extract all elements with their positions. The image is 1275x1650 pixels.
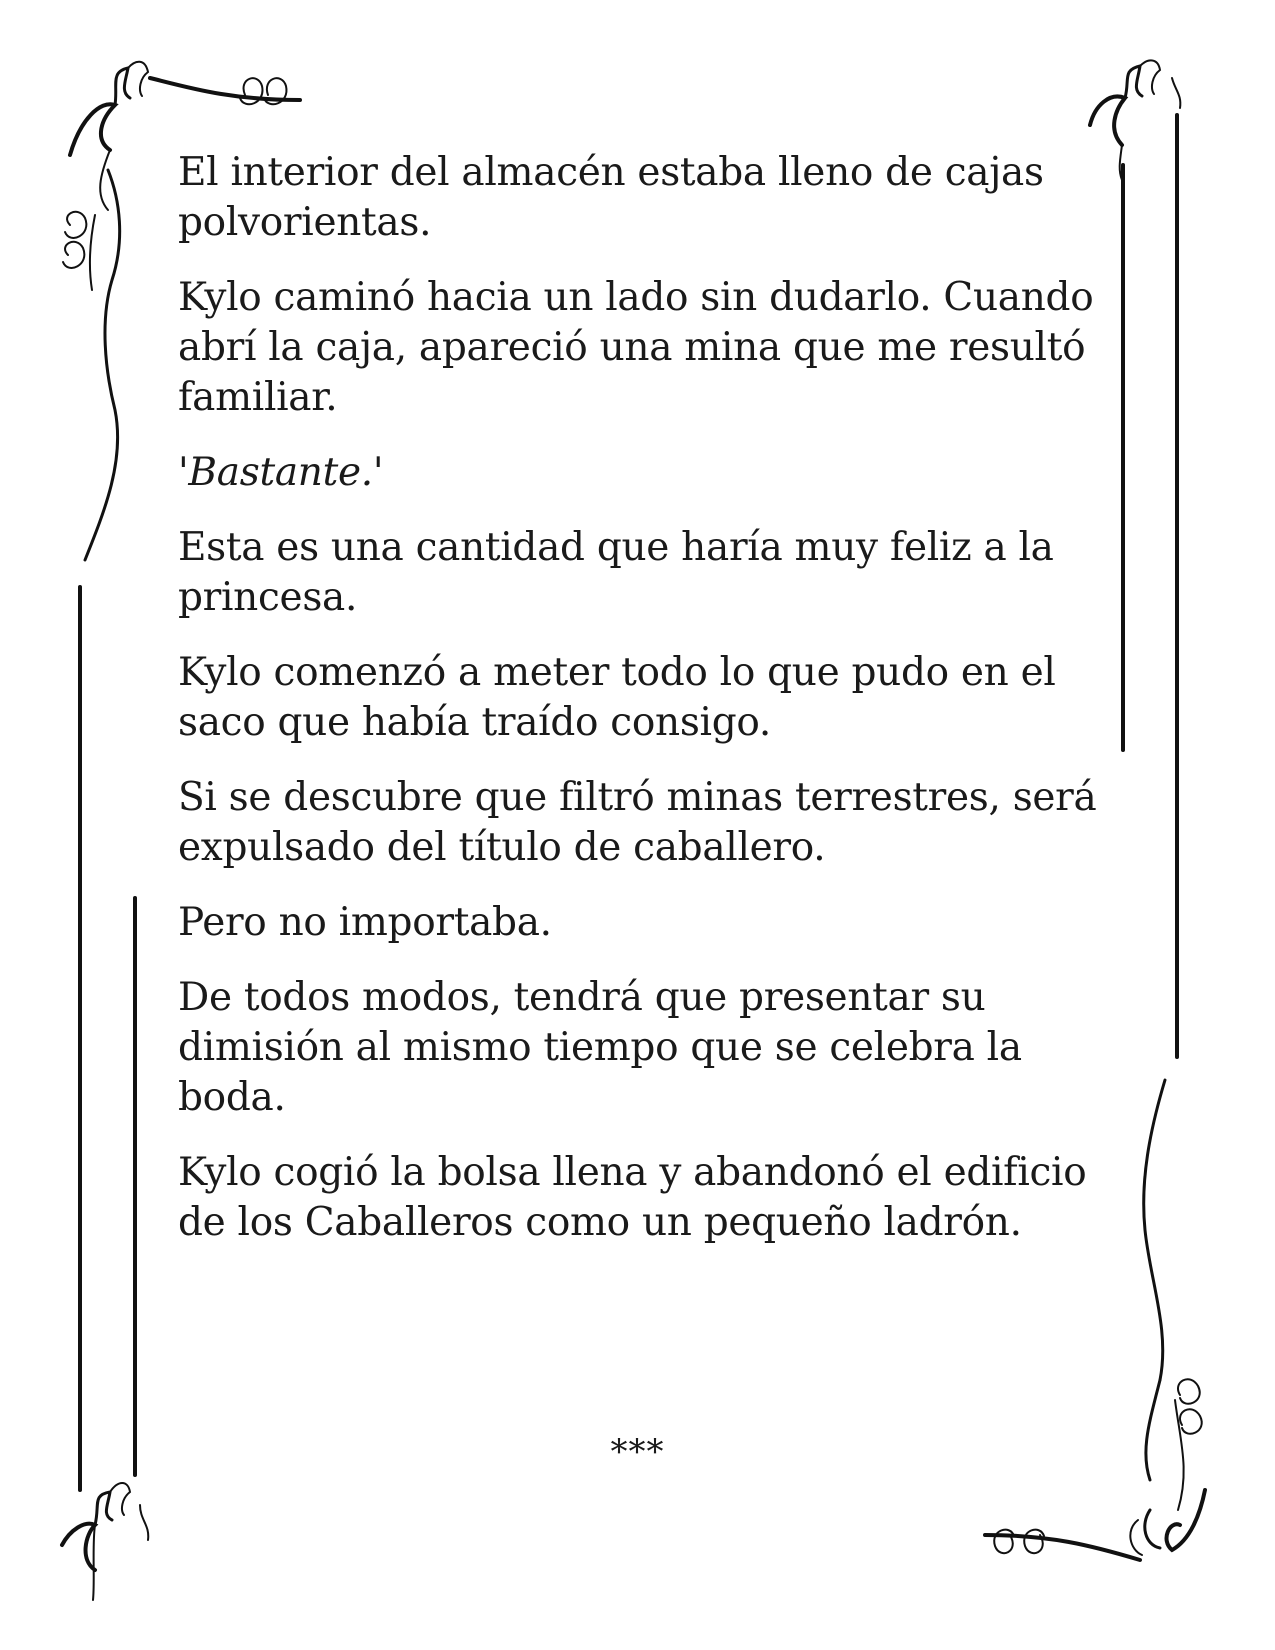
- scene-separator: ***: [610, 1432, 665, 1472]
- paragraph: Kylo caminó hacia un lado sin dudarlo. Cuando abrí la caja, apareció una mina que me resultó familiar.: [178, 275, 1094, 420]
- paragraph: Esta es una cantidad que haría muy feliz a la princesa.: [178, 525, 1054, 620]
- paragraph: Kylo cogió la bolsa llena y abandonó el edificio de los Caballeros como un pequeño ladrón.: [178, 1150, 1087, 1245]
- paragraph: De todos modos, tendrá que presentar su dimisión al mismo tiempo que se celebra la boda.: [178, 975, 1022, 1120]
- paragraph: Pero no importaba.: [178, 900, 552, 945]
- paragraph: Si se descubre que filtró minas terrestres, será expulsado del título de caballero.: [178, 775, 1097, 870]
- bottom-left-flourish-icon: [62, 1483, 148, 1600]
- paragraph: El interior del almacén estaba lleno de cajas polvorientas.: [178, 150, 1044, 245]
- italic-paragraph: 'Bastante.': [178, 450, 384, 495]
- top-right-flourish-icon: [1090, 60, 1180, 180]
- story-text: [178, 148, 1098, 1273]
- paragraph: Kylo comenzó a meter todo lo que pudo en el saco que había traído consigo.: [178, 650, 1056, 745]
